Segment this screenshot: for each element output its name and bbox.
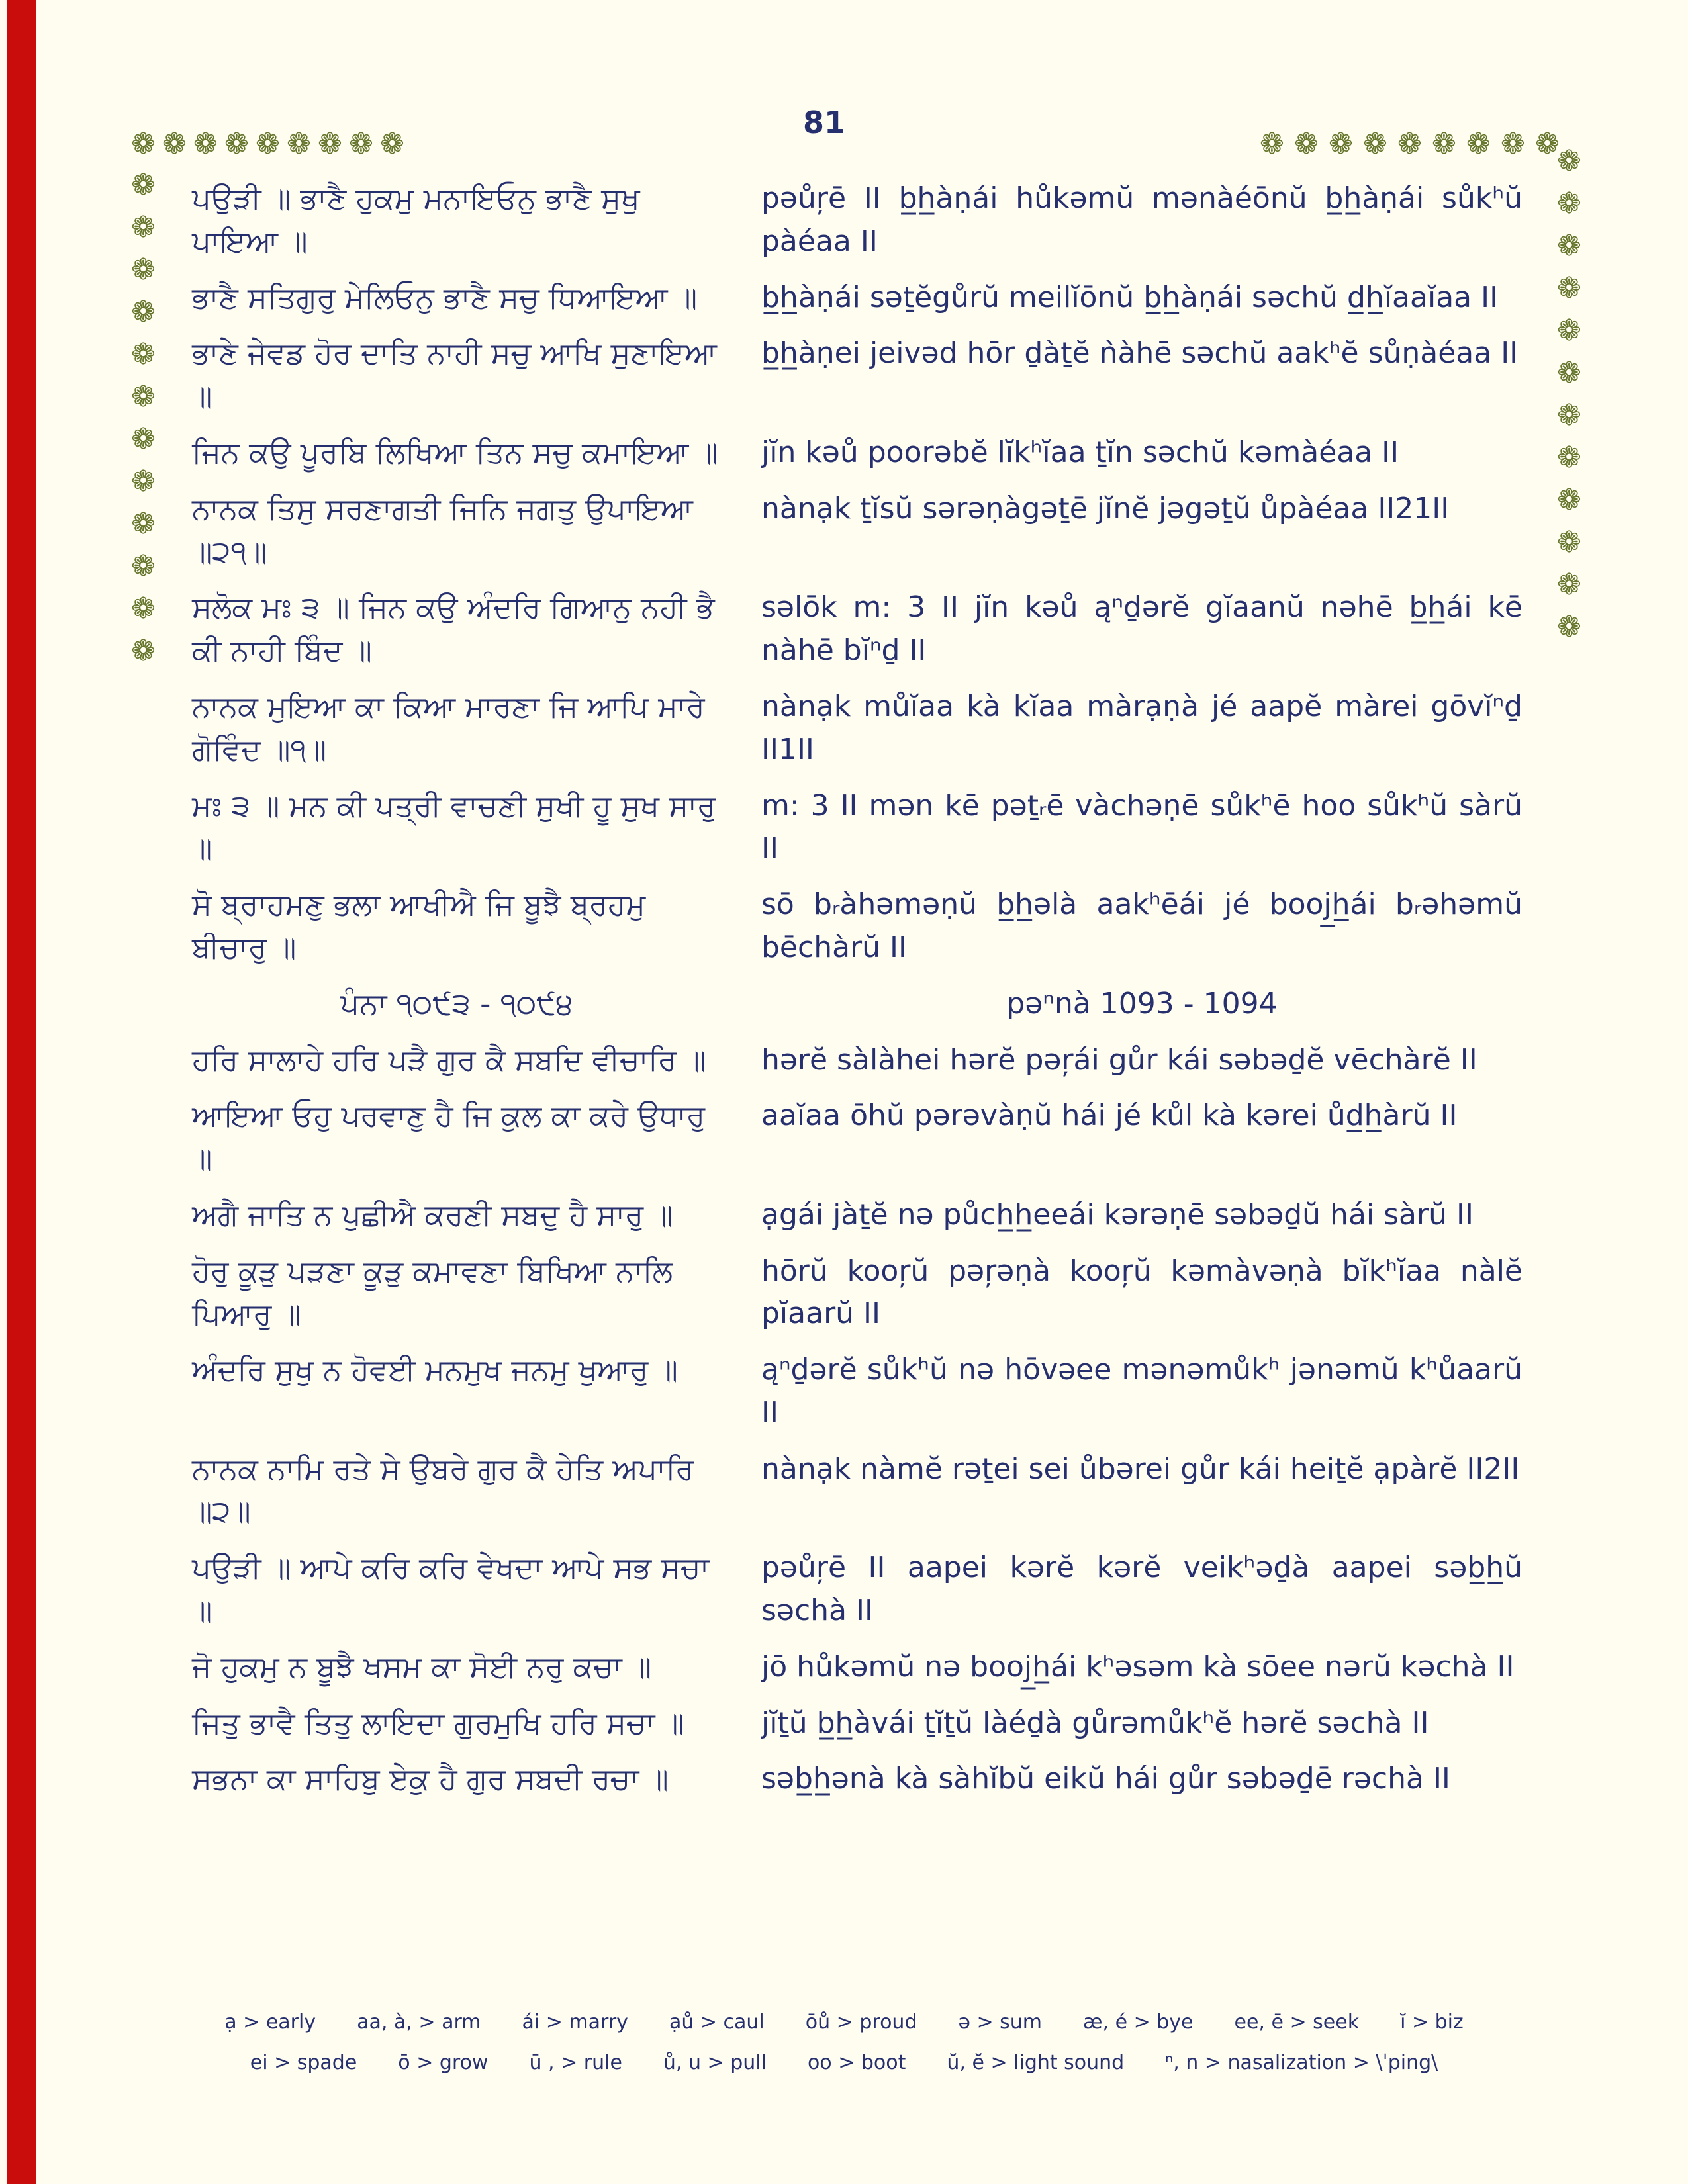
- legend-item: ĭ > biz: [1400, 2011, 1464, 2034]
- flower-ornament-icon: ❁: [131, 253, 156, 287]
- legend-item: ee, ē > seek: [1234, 2011, 1360, 2034]
- gurmukhi-line: ਜਿਤੁ ਭਾਵੈ ਤਿਤੁ ਲਾਇਦਾ ਗੁਰਮੁਖਿ ਹਰਿ ਸਚਾ ॥: [192, 1705, 684, 1741]
- flower-ornament-icon: ❁: [1501, 127, 1525, 161]
- flower-ornament-icon: ❁: [1557, 187, 1581, 220]
- legend-item: ů, u > pull: [663, 2051, 767, 2074]
- roman-line: nànạk ṯĭsŭ sərəṇàgəṯē jĭnĕ jəgəṯŭ ůpàéaa II21II: [761, 491, 1450, 525]
- legend-item: ū , > rule: [529, 2051, 622, 2074]
- flower-ornament-icon: ❁: [131, 338, 156, 371]
- roman-line: səb̲h̲ənà kà sàhĭbŭ eikŭ hái gůr səbəḏē rəchà II: [761, 1762, 1450, 1796]
- flower-ornament-icon: ❁: [1557, 441, 1581, 475]
- flower-ornament-icon: ❁: [1557, 525, 1581, 559]
- roman-line: b̲h̲àṇei jeivəd hōr ḏàṯĕ ǹàhē səchŭ aakʰĕ sůṇàéaa II: [761, 336, 1519, 371]
- flower-ornament-icon: ❁: [287, 127, 311, 161]
- legend-item: aa, à, > arm: [357, 2011, 481, 2034]
- legend-item: ạů > caul: [669, 2011, 765, 2034]
- gurmukhi-line: ਜੋ ਹੁਕਮੁ ਨ ਬੂਝੈ ਖਸਮ ਕਾ ਸੋਈ ਨਰੁ ਕਚਾ ॥: [192, 1649, 652, 1684]
- roman-line: m: 3 II mən kē pəṯᵣē vàchəṇē sůkʰē hoo sůkʰŭ sàrŭ II: [761, 788, 1523, 866]
- flower-ornament-icon: ❁: [131, 168, 156, 202]
- gurmukhi-line: ਪਉੜੀ ॥ ਆਪੇ ਕਰਿ ਕਰਿ ਵੇਖਦਾ ਆਪੇ ਸਭ ਸਚਾ ॥: [192, 1550, 710, 1629]
- flower-ornament-icon: ❁: [380, 127, 404, 161]
- flower-ornament-icon: ❁: [1557, 271, 1581, 305]
- legend-item: æ, é > bye: [1083, 2011, 1194, 2034]
- flower-ornament-icon: ❁: [131, 380, 156, 414]
- roman-line: b̲h̲àṇái səṯĕgůrŭ meilĭōnŭ b̲h̲àṇái səchŭ d̲h̲ĭaaĭaa II: [761, 280, 1499, 314]
- gurmukhi-line: ਆਇਆ ਓਹੁ ਪਰਵਾਣੁ ਹੈ ਜਿ ਕੁਲ ਕਾ ਕਰੇ ਉਧਾਰੁ ॥: [192, 1098, 705, 1177]
- flower-ornament-icon: ❁: [1557, 483, 1581, 517]
- pronunciation-legend: [0, 2011, 1688, 2091]
- flower-ornament-icon: ❁: [131, 634, 156, 668]
- gurmukhi-line: ਸਭਨਾ ਕਾ ਸਾਹਿਬੁ ਏਕੁ ਹੈ ਗੁਰ ਸਬਦੀ ਰਚਾ ॥: [192, 1761, 669, 1797]
- flower-ornament-icon: ❁: [1557, 610, 1581, 644]
- legend-item: ái > marry: [522, 2011, 628, 2034]
- flower-ornament-icon: ❁: [131, 549, 156, 583]
- flower-ornament-icon: ❁: [1557, 144, 1581, 178]
- flower-ornament-icon: ❁: [1363, 127, 1387, 161]
- roman-line: ąⁿḏərĕ sůkʰŭ nə hōvəee mənəmůkʰ jənəmŭ kʰůaarŭ II: [761, 1353, 1523, 1430]
- flower-ornament-icon: ❁: [1294, 127, 1319, 161]
- flower-ornament-icon: ❁: [131, 592, 156, 625]
- roman-line: jĭṯŭ b̲h̲àvái ṯĭṯŭ làéḏà gůrəmůkʰĕ hərĕ səchà II: [761, 1706, 1429, 1740]
- red-edge-stripe: [7, 0, 36, 2184]
- gurmukhi-line: ਪਉੜੀ ॥ ਭਾਣੈ ਹੁਕਮੁ ਮਨਾਇਓਨੁ ਭਾਣੈ ਸੁਖੁ ਪਾਇਆ ॥: [192, 181, 640, 259]
- roman-line: pəůŗē II aapei kərĕ kərĕ veikʰəḏà aapei səb̲h̲ŭ səchà II: [761, 1551, 1523, 1627]
- roman-line: pəⁿnà 1093 - 1094: [1006, 986, 1278, 1021]
- gurmukhi-line: ਹੋਰੁ ਕੂੜੁ ਪੜਣਾ ਕੂੜੁ ਕਮਾਵਣਾ ਬਿਖਿਆ ਨਾਲਿ ਪਿਆਰੁ ॥: [192, 1253, 673, 1332]
- legend-item: ŭ, ĕ > light sound: [947, 2051, 1125, 2074]
- flower-ornament-icon: ❁: [1535, 127, 1560, 161]
- roman-line: nànạk nàmĕ rəṯei sei ůbərei gůr kái heiṯĕ ạpàrĕ II2II: [761, 1451, 1520, 1486]
- flower-ornament-icon: ❁: [224, 127, 249, 161]
- gurmukhi-line: ਸੋ ਬ੍ਰਾਹਮਣੁ ਭਲਾ ਆਖੀਐ ਜਿ ਬੂਝੈ ਬ੍ਰਹਮੁ ਬੀਚਾਰੁ ॥: [192, 887, 646, 965]
- flower-ornament-icon: ❁: [1397, 127, 1422, 161]
- roman-line: aaĭaa ōhŭ pərəvàṇŭ hái jé kůl kà kərei ůd̲h̲àrŭ II: [761, 1099, 1458, 1133]
- legend-item: ei > spade: [250, 2051, 357, 2074]
- legend-row-2: [0, 2051, 1688, 2074]
- roman-line: sō bᵣàhəməṇŭ b̲h̲əlà aakʰēái jé booj̲h̲ái bᵣəhəmŭ bēchàrŭ II: [761, 887, 1523, 964]
- gurmukhi-line: ਭਾਣੇ ਜੇਵਡ ਹੋਰ ਦਾਤਿ ਨਾਹੀ ਸਚੁ ਆਖਿ ਸੁਣਾਇਆ ॥: [192, 336, 717, 414]
- flower-ornament-icon: ❁: [131, 465, 156, 498]
- gurmukhi-line: ਪੰਨਾ ੧੦੯੩ - ੧੦੯੪: [340, 985, 573, 1021]
- gurmukhi-line: ਭਾਣੈ ਸਤਿਗੁਰੁ ਮੇਲਿਓਨੁ ਭਾਣੈ ਸਚੁ ਧਿਆਇਆ ॥: [192, 279, 698, 315]
- roman-line: jĭn kəů poorəbĕ lĭkʰĭaa ṯĭn səchŭ kəmàéaa II: [761, 435, 1399, 469]
- gurmukhi-line: ਨਾਨਕ ਮੁਇਆ ਕਾ ਕਿਆ ਮਾਰਣਾ ਜਿ ਆਪਿ ਮਾਰੇ ਗੋਵਿੰਦ ॥੧॥: [192, 688, 705, 767]
- roman-line: ạgái jàṯĕ nə půch̲h̲eeái kərəṇē səbəḏŭ hái sàrŭ II: [761, 1197, 1474, 1232]
- flower-ornament-icon: ❁: [1557, 229, 1581, 263]
- flower-ornament-icon: ❁: [162, 127, 187, 161]
- flower-ornament-icon: ❁: [131, 507, 156, 541]
- flower-ornament-icon: ❁: [131, 295, 156, 329]
- legend-item: oo > boot: [807, 2051, 906, 2074]
- page-number: 81: [802, 105, 845, 140]
- roman-line: nànạk můĭaa kà kĭaa màrạṇà jé aapĕ màrei gōvĭⁿḏ II1II: [761, 689, 1523, 766]
- flower-ornament-icon: ❁: [1557, 356, 1581, 390]
- roman-line: jō hůkəmŭ nə booj̲h̲ái kʰəsəm kà sōee nərŭ kəchà II: [761, 1649, 1515, 1684]
- flower-ornament-icon: ❁: [131, 210, 156, 244]
- flower-ornament-icon: ❁: [131, 127, 156, 161]
- legend-row-1: [0, 2011, 1688, 2034]
- legend-item: ə > sum: [958, 2011, 1043, 2034]
- flower-ornament-icon: ❁: [349, 127, 373, 161]
- flower-ornament-icon: ❁: [193, 127, 218, 161]
- legend-item: ō > grow: [398, 2051, 489, 2074]
- flower-ornament-icon: ❁: [318, 127, 342, 161]
- flower-ornament-icon: ❁: [1329, 127, 1353, 161]
- flower-ornament-icon: ❁: [256, 127, 280, 161]
- roman-line: səlōk m: 3 II jĭn kəů ąⁿḏərĕ gĭaanŭ nəhē b̲h̲ái kē nàhē bĭⁿḏ II: [761, 590, 1523, 668]
- roman-line: hōrŭ kooŗŭ pəŗəṇà kooŗŭ kəmàvəṇà bĭkʰĭaa nàlĕ pĭaarŭ II: [761, 1253, 1523, 1331]
- gurmukhi-line: ਨਾਨਕ ਨਾਮਿ ਰਤੇ ਸੇ ਉਬਰੇ ਗੁਰ ਕੈ ਹੇਤਿ ਅਪਾਰਿ ॥੨॥: [192, 1451, 694, 1529]
- flower-ornament-icon: ❁: [1260, 127, 1284, 161]
- gurmukhi-line: ਨਾਨਕ ਤਿਸੁ ਸਰਣਾਗਤੀ ਜਿਨਿ ਜਗਤੁ ਉਪਾਇਆ ॥੨੧॥: [192, 490, 693, 569]
- flower-ornament-icon: ❁: [131, 422, 156, 456]
- gurmukhi-line: ਅਗੈ ਜਾਤਿ ਨ ਪੁਛੀਐ ਕਰਣੀ ਸਬਦੁ ਹੈ ਸਾਰੁ ॥: [192, 1197, 673, 1232]
- gurmukhi-line: ਅੰਦਰਿ ਸੁਖੁ ਨ ਹੋਵਈ ਮਨਮੁਖ ਜਨਮੁ ਖੁਆਰੁ ॥: [192, 1352, 678, 1388]
- roman-line: pəůŗē II b̲h̲àṇái hůkəmŭ mənàéōnŭ b̲h̲àṇái sůkʰŭ pàéaa II: [761, 181, 1523, 258]
- gurmukhi-line: ਮਃ ੩ ॥ ਮਨ ਕੀ ਪਤ੍ਰੀ ਵਾਚਣੀ ਸੁਖੀ ਹੂ ਸੁਖ ਸਾਰੁ ॥: [192, 788, 716, 866]
- verse-grid: [192, 177, 1523, 1801]
- legend-item: ạ > early: [224, 2011, 316, 2034]
- flower-ornament-icon: ❁: [1432, 127, 1456, 161]
- gurmukhi-line: ਹਰਿ ਸਾਲਾਹੇ ਹਰਿ ਪੜੈ ਗੁਰ ਕੈ ਸਬਦਿ ਵੀਚਾਰਿ ॥: [192, 1042, 706, 1077]
- legend-item: ⁿ, n > nasalization > \ˈping\: [1165, 2051, 1438, 2074]
- legend-item: ōů > proud: [805, 2011, 917, 2034]
- roman-line: hərĕ sàlàhei hərĕ pəŗái gůr kái səbəḏĕ vēchàrĕ II: [761, 1042, 1477, 1077]
- gurmukhi-line: ਸਲੋਕ ਮਃ ੩ ॥ ਜਿਨ ਕਉ ਅੰਦਰਿ ਗਿਆਨੁ ਨਹੀ ਭੈ ਕੀ ਨਾਹੀ ਬਿੰਦ ॥: [192, 590, 715, 668]
- gurmukhi-line: ਜਿਨ ਕਉ ਪੂਰਬਿ ਲਿਖਿਆ ਤਿਨ ਸਚੁ ਕਮਾਇਆ ॥: [192, 434, 719, 470]
- flower-ornament-icon: ❁: [1557, 314, 1581, 347]
- flower-ornament-icon: ❁: [1557, 398, 1581, 432]
- flower-ornament-icon: ❁: [1466, 127, 1491, 161]
- flower-ornament-icon: ❁: [1557, 568, 1581, 602]
